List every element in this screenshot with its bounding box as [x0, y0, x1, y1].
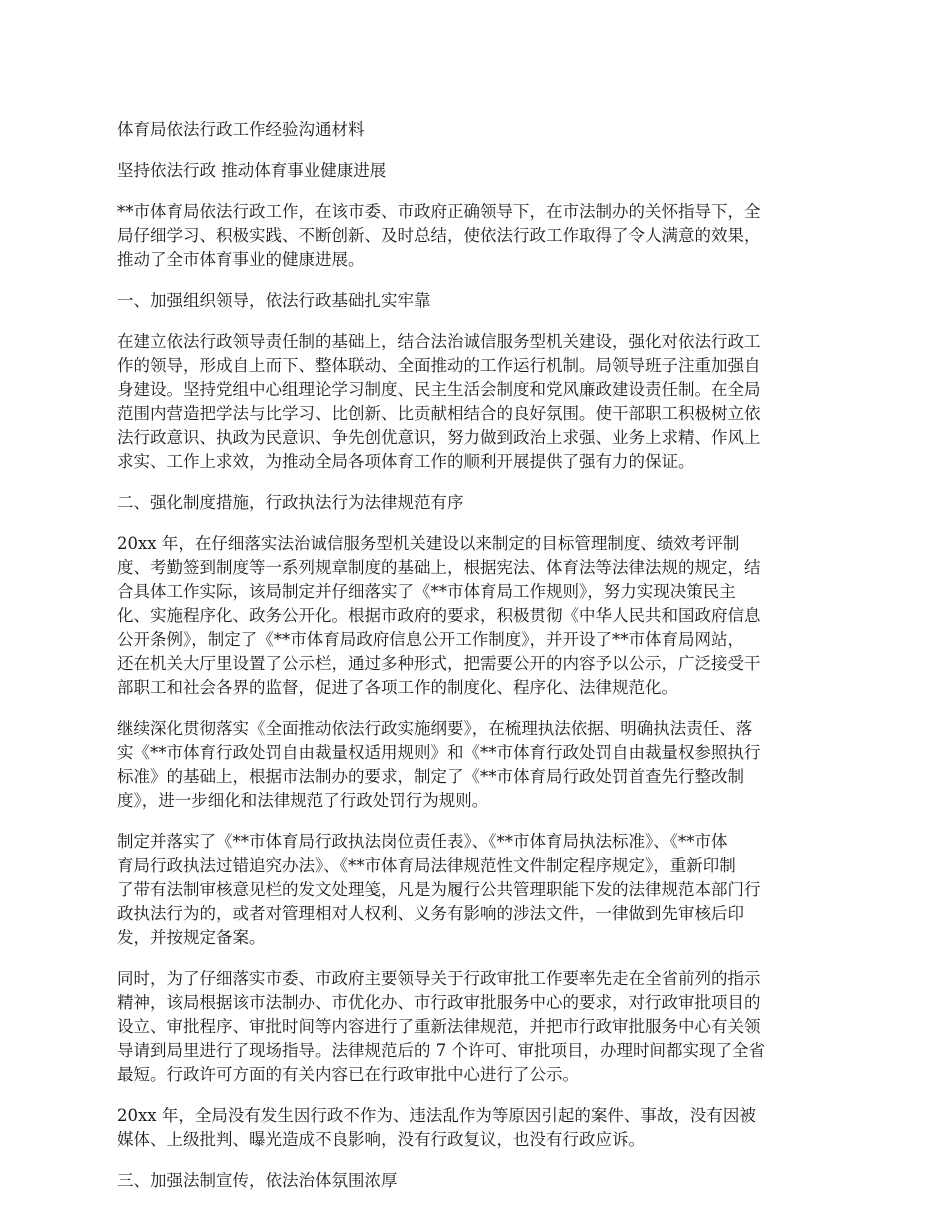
text-line: 实《**市体育行政处罚自由裁量权适用规则》和《**市体育行政处罚自由裁量权参照执行 [117, 743, 761, 762]
text-line: 20xx 年，在仔细落实法治诚信服务型机关建设以来制定的目标管理制度、绩效考评制 [117, 534, 740, 553]
body-paragraph [117, 330, 837, 474]
document-body [117, 200, 837, 1193]
text-line: 法行政意识、执政为民意识、争先创优意识，努力做到政治上求强、业务上求精、作风上 [117, 428, 761, 447]
text-line: 度》，进一步细化和法律规范了行政处罚行为规则。 [117, 791, 489, 810]
text-line: 一、加强组织领导，依法行政基础扎实牢靠 [117, 291, 431, 310]
text-line: 精神，该局根据该市法制办、市优化办、市行政审批服务中心的要求，对行政审批项目的 [117, 993, 761, 1012]
text-line: 求实、工作上求效，为推动全局各项体育工作的顺利开展提供了强有力的保证。 [117, 452, 695, 471]
body-paragraph [117, 532, 837, 700]
body-paragraph [117, 967, 837, 1087]
text-line: 导请到局里进行了现场指导。法律规范后的 7 个许可、审批项目，办理时间都实现了全省 [117, 1041, 765, 1060]
text-line: 20xx 年，全局没有发生因行政不作为、违法乱作为等原因引起的案件、事故，没有因被 [117, 1106, 756, 1125]
text-line: 媒体、上级批判、曝光造成不良影响，没有行政复议，也没有行政应诉。 [117, 1130, 645, 1149]
text-line: 继续深化贯彻落实《全面推动依法行政实施纲要》，在梳理执法依据、明确执法责任、落 [117, 719, 753, 738]
text-line: **市体育局依法行政工作，在该市委、市政府正确领导下，在市法制办的关怀指导下，全 [117, 202, 761, 221]
text-line: 化、实施程序化、政务公开化。根据市政府的要求，积极贯彻《中华人民共和国政府信息 [117, 606, 761, 625]
text-line: 公开条例》，制定了《**市体育局政府信息公开工作制度》，并开设了**市体育局网站， [117, 630, 744, 649]
text-line: 最短。行政许可方面的有关内容已在行政审批中心进行了公示。 [117, 1065, 579, 1084]
body-paragraph [117, 717, 837, 813]
text-line: 部职工和社会各界的监督，促进了各项工作的制度化、程序化、法律规范化。 [117, 678, 678, 697]
text-line: 合具体工作实际，该局制定并仔细落实了《**市体育局工作规则》，努力实现决策民主 [117, 582, 736, 601]
text-line: 发，并按规定备案。 [117, 928, 266, 947]
text-line: 政执法行为的，或者对管理相对人权利、义务有影响的涉法文件，一律做到先审核后印 [117, 904, 744, 923]
text-line: 标准》的基础上，根据市法制办的要求，制定了《**市体育局行政处罚首查先行整改制 [117, 767, 744, 786]
text-line: 局仔细学习、积极实践、不断创新、及时总结，使依法行政工作取得了令人满意的效果， [117, 226, 761, 245]
text-line: 同时，为了仔细落实市委、市政府主要领导关于行政审批工作要率先走在全省前列的指示 [117, 969, 761, 988]
text-line: 身建设。坚持党组中心组理论学习制度、民主生活会制度和党风廉政建设责任制。在全局 [117, 380, 761, 399]
text-line: 度、考勤签到制度等一系列规章制度的基础上，根据宪法、体育法等法律法规的规定，结 [117, 558, 761, 577]
text-line: 了带有法制审核意见栏的发文处理笺，凡是为履行公共管理职能下发的法律规范本部门行 [117, 880, 761, 899]
text-line: 作的领导，形成自上而下、整体联动、全面推动的工作运行机制。局领导班子注重加强自 [117, 356, 761, 375]
text-line: 推动了全市体育事业的健康进展。 [117, 250, 365, 269]
text-line: 三、加强法制宣传，依法治体氛围浓厚 [117, 1171, 398, 1190]
text-line: 制定并落实了《**市体育局行政执法岗位责任表》、《**市体育局执法标准》、《**市体 [117, 832, 728, 851]
section-heading [117, 289, 837, 313]
document-subtitle: 坚持依法行政 推动体育事业健康进展 [117, 161, 387, 180]
document-page [117, 118, 837, 1210]
body-paragraph [117, 830, 837, 950]
section-heading [117, 1169, 837, 1193]
text-line: 设立、审批程序、审批时间等内容进行了重新法律规范，并把市行政审批服务中心有关领 [117, 1017, 761, 1036]
body-paragraph [117, 200, 837, 272]
text-line: 范围内营造把学法与比学习、比创新、比贡献相结合的良好氛围。使干部职工积极树立依 [117, 404, 761, 423]
section-heading [117, 491, 837, 515]
body-paragraph [117, 1104, 837, 1152]
text-line: 二、强化制度措施，行政执法行为法律规范有序 [117, 493, 464, 512]
text-line: 在建立依法行政领导责任制的基础上，结合法治诚信服务型机关建设，强化对依法行政工 [117, 332, 761, 351]
document-title: 体育局依法行政工作经验沟通材料 [117, 120, 365, 139]
text-line: 还在机关大厅里设置了公示栏，通过多种形式，把需要公开的内容予以公示，广泛接受干 [117, 654, 761, 673]
text-line: 育局行政执法过错追究办法》、《**市体育局法律规范性文件制定程序规定》，重新印制 [117, 856, 736, 875]
